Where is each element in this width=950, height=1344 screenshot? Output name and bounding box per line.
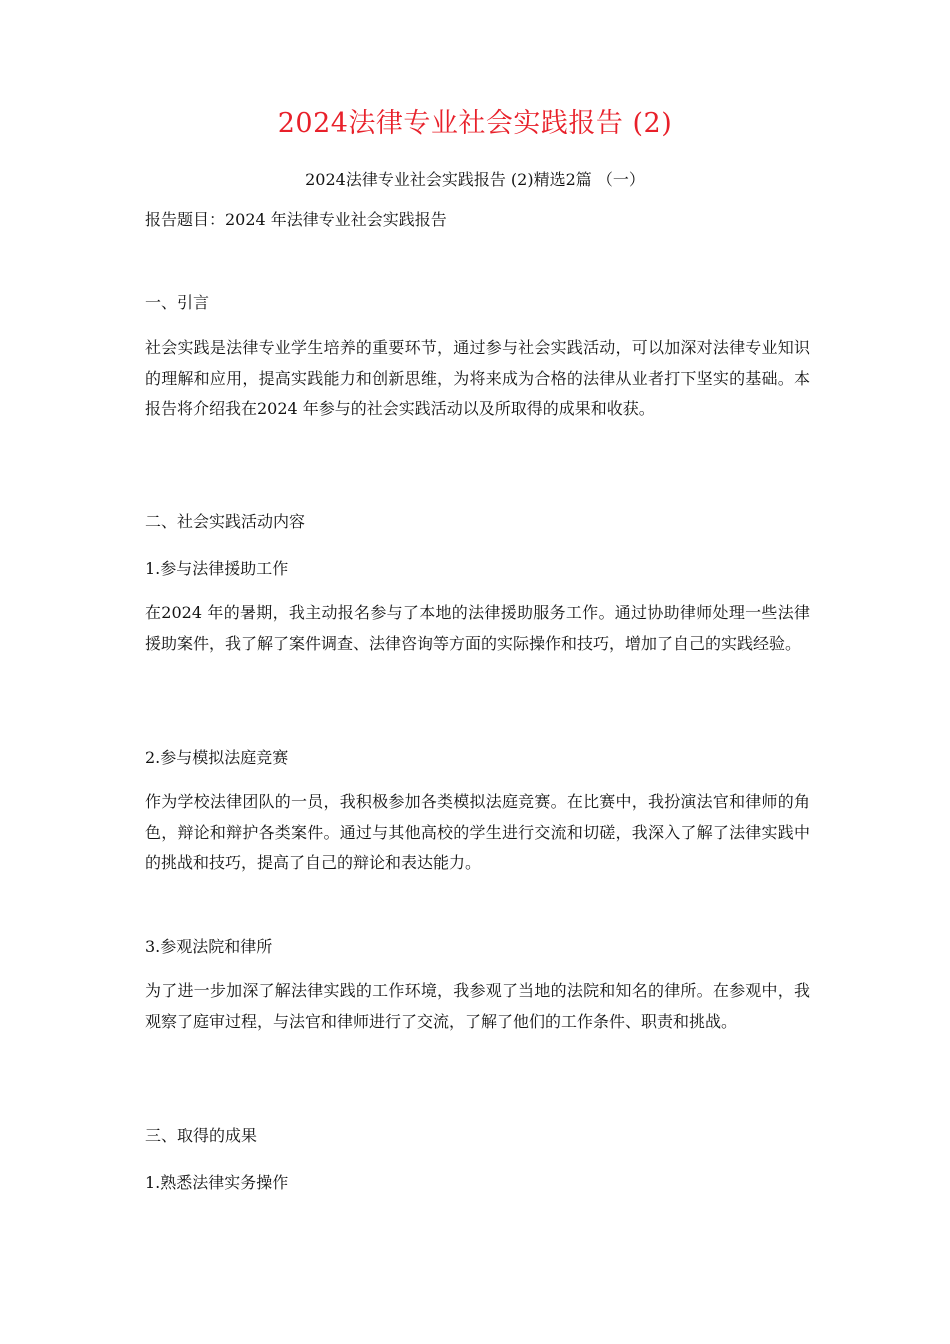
paragraph-moot-court: 作为学校法律团队的一员，我积极参加各类模拟法庭竞赛。在比赛中，我扮演法官和律师的角色，辩论和辩护各类案件。通过与其他高校的学生进行交流和切磋，我深入了解了法律实践中的挑战和技巧，提高了自己的辩论和表达能力。: [145, 792, 810, 872]
paragraph-intro: 社会实践是法律专业学生培养的重要环节，通过参与社会实践活动，可以加深对法律专业知识的理解和应用，提高实践能力和创新思维，为将来成为合格的法律从业者打下坚实的基础。本报告将介绍我在2024 年参与的社会实践活动以及所取得的成果和收获。: [145, 338, 810, 418]
section-heading-intro: 一、引言: [145, 293, 210, 312]
subheading-court-visit: 3.参观法院和律所: [145, 937, 273, 956]
section-heading-activities: 二、社会实践活动内容: [145, 512, 306, 531]
paragraph-court-visit: 为了进一步加深了解法律实践的工作环境，我参观了当地的法院和知名的律所。在参观中，我观察了庭审过程，与法官和律师进行了交流，了解了他们的工作条件、职责和挑战。: [145, 981, 810, 1031]
section-heading-results: 三、取得的成果: [145, 1126, 258, 1145]
report-topic: 报告题目：2024 年法律专业社会实践报告: [145, 210, 447, 229]
subheading-legal-practice: 1.熟悉法律实务操作: [145, 1173, 289, 1192]
document-subtitle: 2024法律专业社会实践报告 (2)精选2篇 （一）: [305, 170, 645, 189]
subheading-legal-aid: 1.参与法律援助工作: [145, 559, 289, 578]
document-title: 2024法律专业社会实践报告 (2): [277, 108, 673, 139]
paragraph-legal-aid: 在2024 年的暑期，我主动报名参与了本地的法律援助服务工作。通过协助律师处理一些法律援助案件，我了解了案件调查、法律咨询等方面的实际操作和技巧，增加了自己的实践经验。: [145, 603, 810, 653]
subheading-moot-court: 2.参与模拟法庭竞赛: [145, 748, 289, 767]
